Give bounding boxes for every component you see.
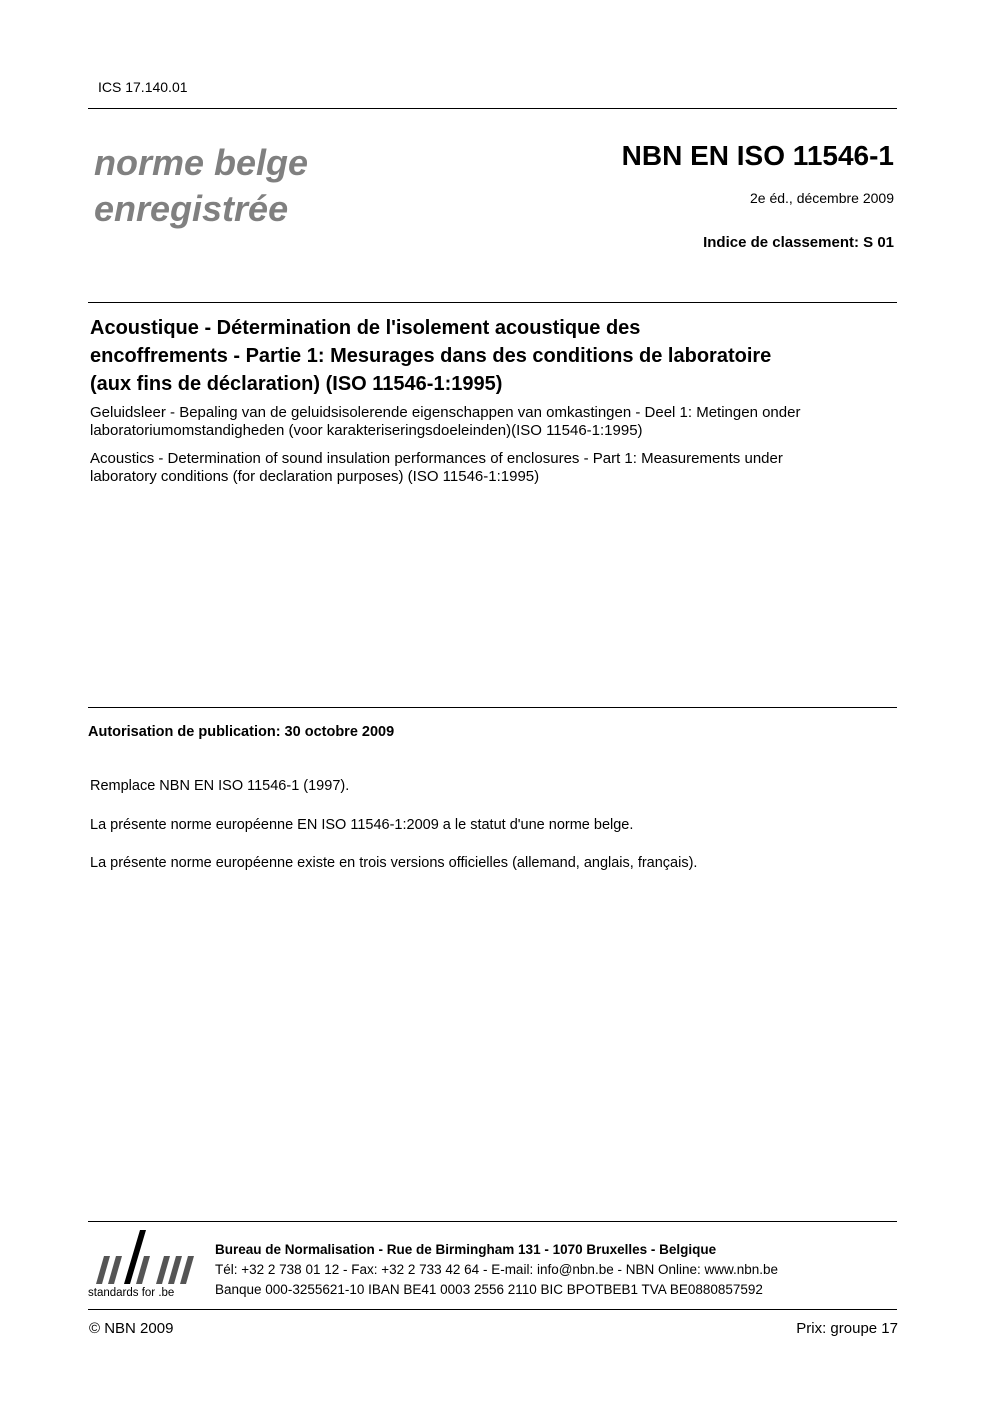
logo-bar xyxy=(96,1256,110,1284)
title-line: Geluidsleer - Bepaling van de geluidsisolerende eigenschappen van omkastingen - Deel 1: Metingen onder xyxy=(90,404,801,421)
publication-authorisation: Autorisation de publication: 30 octobre 2009 xyxy=(88,724,395,740)
paragraph: Remplace NBN EN ISO 11546-1 (1997). xyxy=(90,778,350,794)
divider xyxy=(88,707,897,708)
footer-address: Bureau de Normalisation - Rue de Birmingham 131 - 1070 Bruxelles - Belgique xyxy=(215,1242,717,1257)
standard-reference: NBN EN ISO 11546-1 xyxy=(621,140,894,171)
footer-contact: Tél: +32 2 738 01 12 - Fax: +32 2 733 42 64 - E-mail: info@nbn.be - NBN Online: www.nbn.be xyxy=(215,1262,779,1277)
footer-bank: Banque 000-3255621-10 IBAN BE41 0003 2556 2110 BIC BPOTBEB1 TVA BE0880857592 xyxy=(215,1282,763,1297)
logo-bar xyxy=(180,1256,194,1284)
title-line: laboratory conditions (for declaration purposes) (ISO 11546-1:1995) xyxy=(90,468,540,485)
title-line: Acoustics - Determination of sound insulation performances of enclosures - Part 1: Measurements under xyxy=(90,450,783,467)
title-line: laboratoriumomstandigheden (voor karakteriseringsdoeleinden)(ISO 11546-1:1995) xyxy=(90,422,643,439)
ics-code: ICS 17.140.01 xyxy=(98,79,188,95)
brand-line2: enregistrée xyxy=(94,188,289,229)
edition: 2e éd., décembre 2009 xyxy=(750,190,894,206)
divider xyxy=(88,1221,897,1222)
brand-label xyxy=(94,140,308,232)
title-english xyxy=(90,450,900,486)
nbn-logo xyxy=(90,1228,200,1286)
title-french xyxy=(90,314,900,398)
divider xyxy=(88,108,897,109)
brand-line1: norme belge xyxy=(94,142,309,183)
divider xyxy=(88,1309,897,1310)
logo-bar xyxy=(156,1256,170,1284)
paragraph: La présente norme européenne EN ISO 11546-1:2009 a le statut d'une norme belge. xyxy=(90,817,634,833)
title-dutch xyxy=(90,404,900,440)
copyright: © NBN 2009 xyxy=(89,1320,174,1337)
price-group: Prix: groupe 17 xyxy=(796,1320,898,1337)
logo-bar xyxy=(108,1256,122,1284)
title-line: Acoustique - Détermination de l'isolement acoustique des xyxy=(90,317,641,339)
logo-bar xyxy=(136,1256,150,1284)
divider xyxy=(88,302,897,303)
logo-bar xyxy=(168,1256,182,1284)
paragraph: La présente norme européenne existe en trois versions officielles (allemand, anglais, français). xyxy=(90,855,698,871)
logo-tagline: standards for .be xyxy=(88,1287,175,1299)
classification-index: Indice de classement: S 01 xyxy=(703,234,894,251)
title-line: (aux fins de déclaration) (ISO 11546-1:1995) xyxy=(90,373,503,395)
title-line: encoffrements - Partie 1: Mesurages dans des conditions de laboratoire xyxy=(90,345,772,367)
